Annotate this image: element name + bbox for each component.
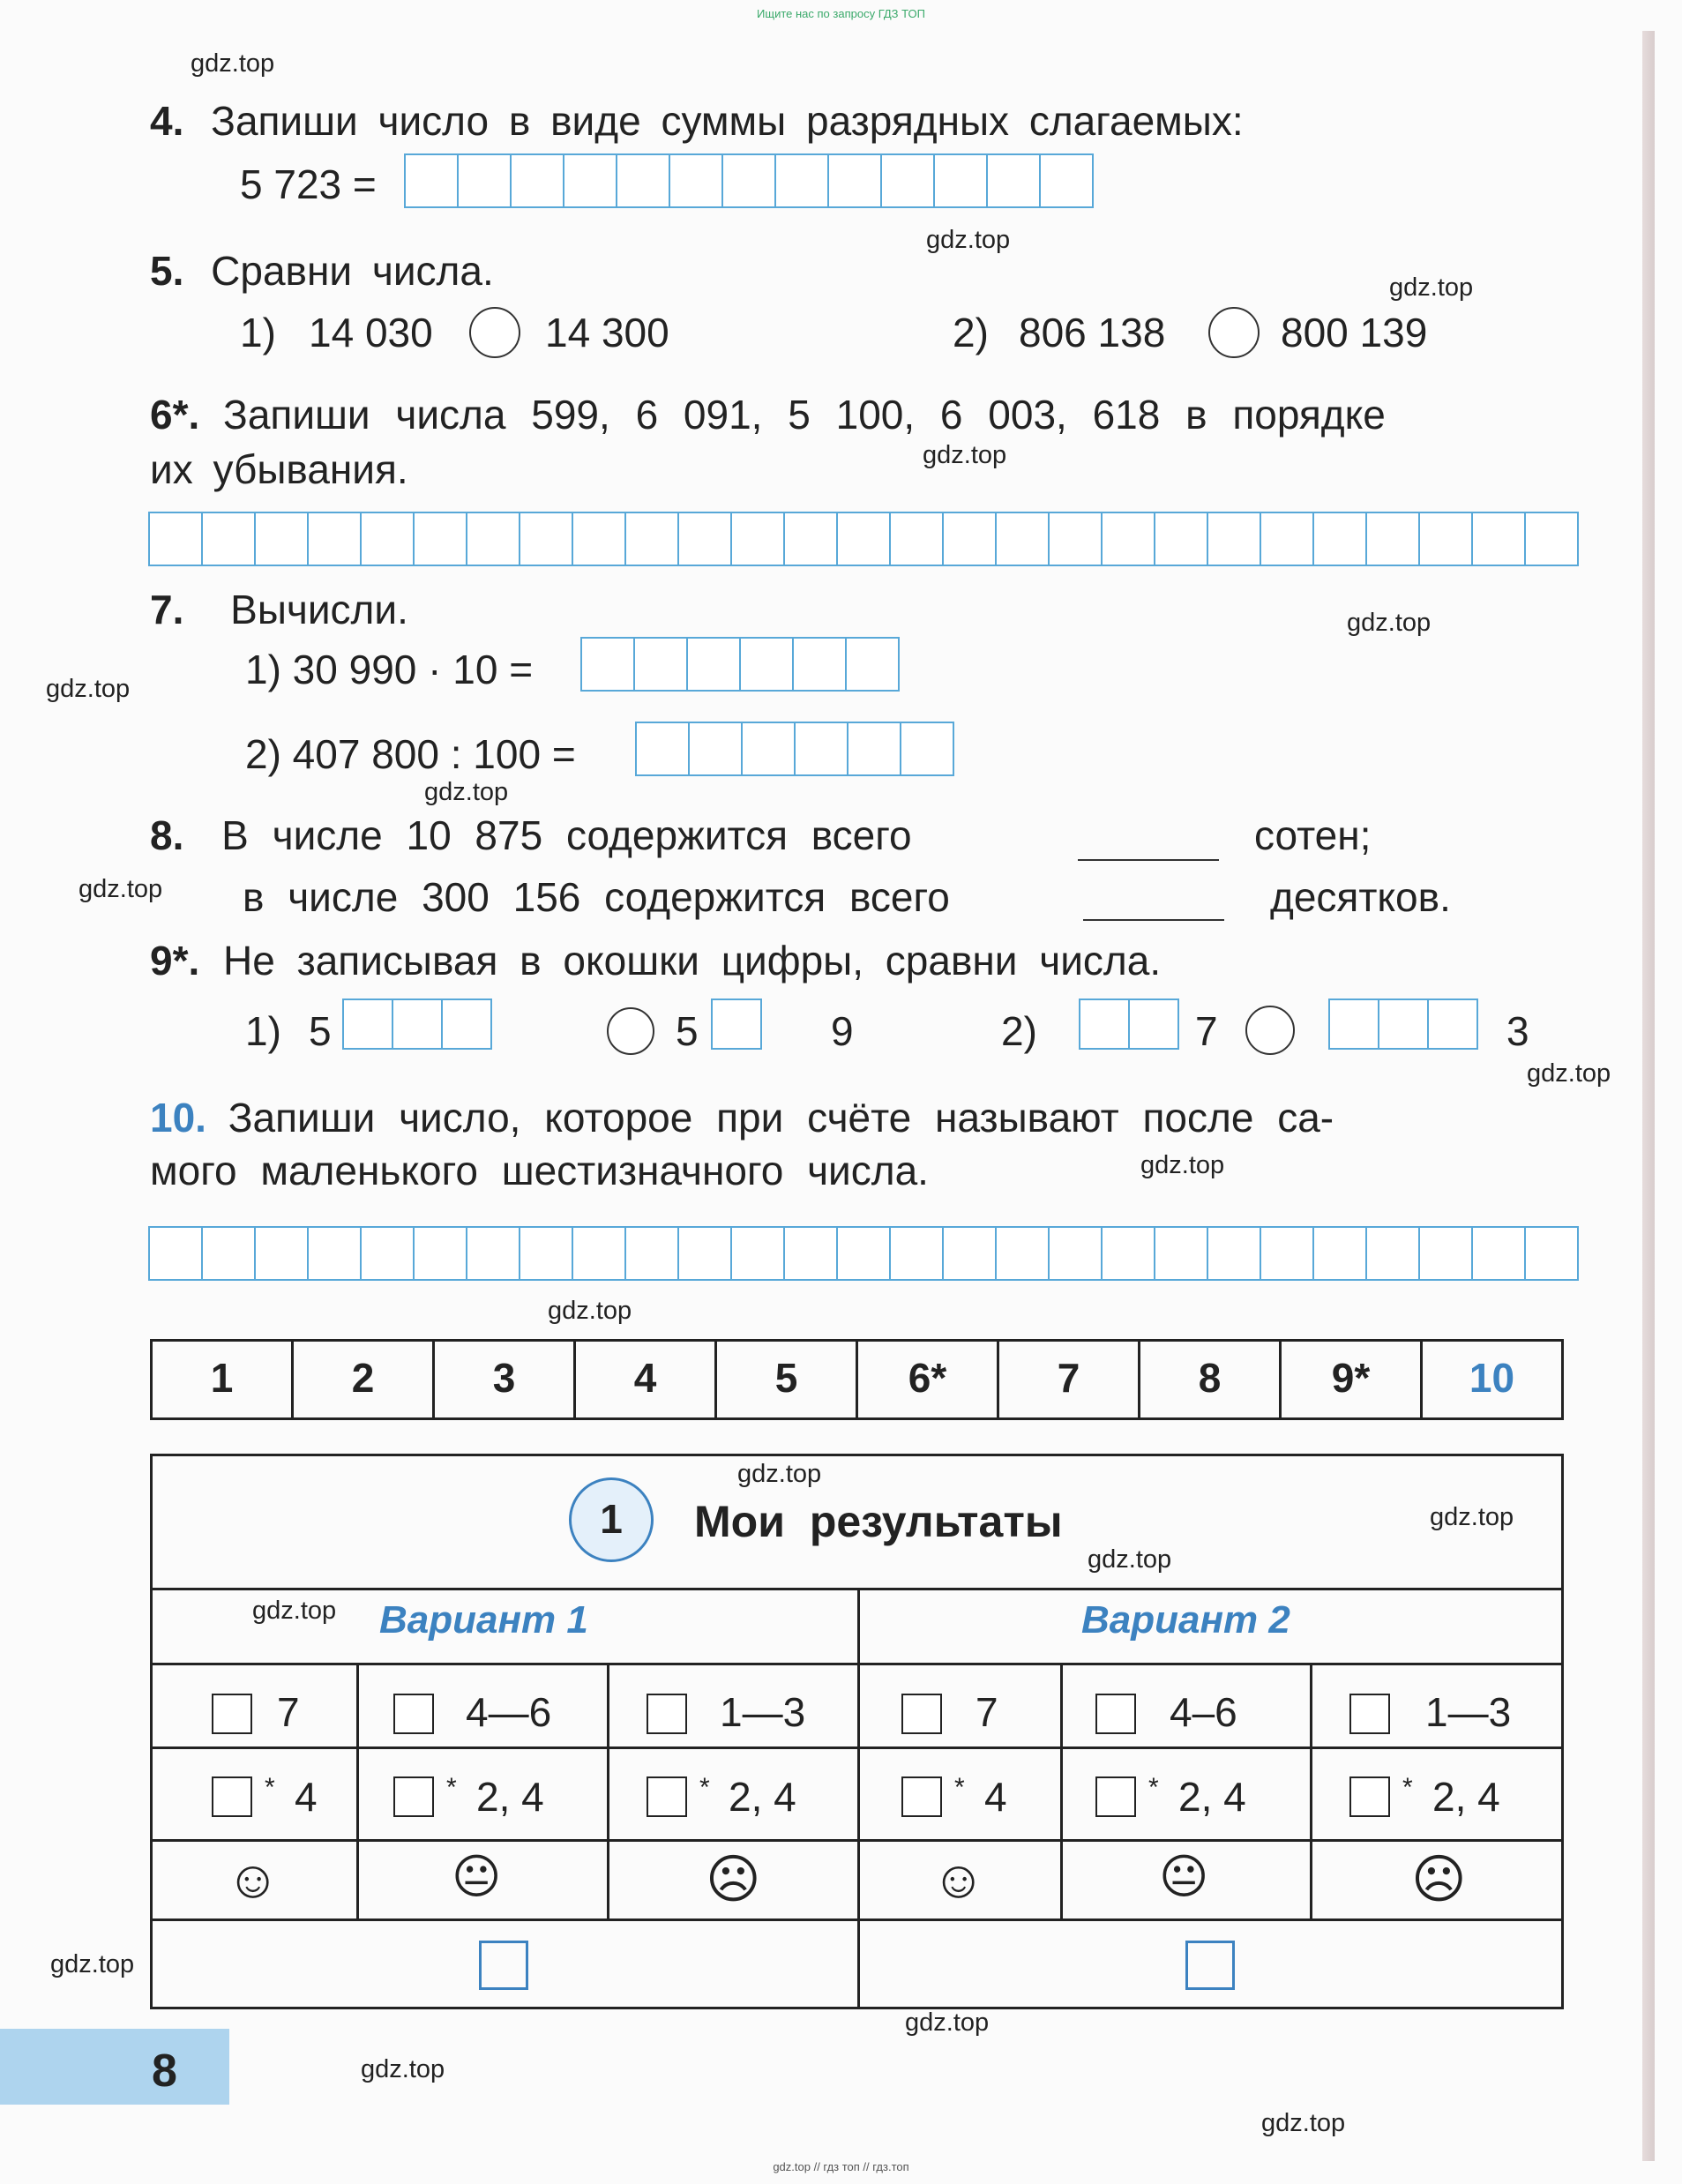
checkbox[interactable]	[901, 1694, 942, 1734]
watermark: gdz.top	[1261, 2109, 1346, 2137]
compare-1-right: 14 300	[545, 310, 669, 355]
divider	[1060, 1663, 1063, 1918]
result-square[interactable]	[1185, 1941, 1235, 1990]
answer-line[interactable]	[1083, 917, 1224, 921]
star-mark: *	[954, 1773, 965, 1802]
sad-face-icon: ☹	[1411, 1850, 1467, 1909]
watermark: gdz.top	[1527, 1059, 1611, 1088]
digit-cells[interactable]	[1330, 999, 1478, 1050]
watermark: gdz.top	[50, 1950, 135, 1978]
watermark: gdz.top	[905, 2008, 990, 2037]
divider	[1310, 1663, 1312, 1918]
score-range: 2, 4	[1432, 1774, 1500, 1820]
neutral-face-icon: 😐	[1159, 1851, 1209, 1904]
watermark: gdz.top	[1347, 609, 1432, 637]
task-number: 4.	[150, 98, 184, 144]
watermark: gdz.top	[737, 1460, 822, 1488]
answer-line[interactable]	[1078, 857, 1219, 861]
compare-2-right: 800 139	[1281, 310, 1428, 355]
score-range: 1—3	[1425, 1689, 1512, 1735]
watermark: gdz.top	[191, 49, 275, 78]
grid-cell: 10	[1469, 1355, 1515, 1401]
watermark: gdz.top	[1430, 1503, 1514, 1531]
grid-cell: 4	[576, 1342, 717, 1417]
score-range: 2, 4	[476, 1774, 544, 1820]
score-range: 2, 4	[1178, 1774, 1246, 1820]
answer-cells[interactable]	[406, 153, 1094, 208]
task-number: 10.	[150, 1095, 206, 1141]
task-text: Не записывая в окошки цифры, сравни числа.	[223, 938, 1162, 984]
watermark: gdz.top	[361, 2055, 445, 2083]
neutral-face-icon: 😐	[452, 1851, 502, 1904]
page-edge	[1642, 31, 1655, 2161]
score-range: 4—6	[466, 1689, 552, 1735]
task-text: Запиши число, которое при счёте называют после са-	[228, 1095, 1334, 1141]
star-mark: *	[265, 1773, 275, 1802]
task-number: 5.	[150, 248, 184, 294]
checkbox[interactable]	[212, 1776, 252, 1817]
star-mark: *	[446, 1773, 457, 1802]
calc-2: 2) 407 800 : 100 =	[245, 731, 576, 777]
score-range: 4	[295, 1774, 318, 1820]
checkbox[interactable]	[1349, 1776, 1390, 1817]
watermark: gdz.top	[926, 226, 1011, 254]
variant-1-header: Вариант 1	[379, 1598, 588, 1642]
compare-label: 1)	[245, 1008, 281, 1054]
task-10	[150, 1094, 1334, 1141]
variant-2-header: Вариант 2	[1081, 1598, 1290, 1642]
compare-circle[interactable]	[469, 307, 520, 358]
watermark: gdz.top	[548, 1297, 632, 1325]
watermark: gdz.top	[1389, 273, 1474, 302]
score-range: 4–6	[1170, 1689, 1237, 1735]
grid-cell: 5	[717, 1342, 858, 1417]
grid-cell: 1	[153, 1342, 294, 1417]
star-mark: *	[699, 1773, 710, 1802]
compare-digit: 7	[1195, 1008, 1218, 1054]
task-text: Сравни числа.	[211, 248, 494, 294]
answer-cells[interactable]	[150, 1226, 1579, 1281]
divider	[150, 1918, 1564, 1921]
digit-cells[interactable]	[1080, 999, 1179, 1050]
compare-label: 2)	[1001, 1008, 1037, 1054]
compare-digit: 9	[831, 1008, 854, 1054]
checkbox[interactable]	[393, 1694, 434, 1734]
score-range: 1—3	[720, 1689, 806, 1735]
divider	[356, 1663, 359, 1918]
results-title: Мои результаты	[694, 1497, 1063, 1546]
watermark: gdz.top	[252, 1597, 337, 1625]
task-9	[150, 937, 1161, 984]
grid-cell: 3	[435, 1342, 576, 1417]
checkbox[interactable]	[393, 1776, 434, 1817]
checkbox[interactable]	[1349, 1694, 1390, 1734]
page-number: 8	[152, 2046, 177, 2097]
task-4-expression: 5 723 =	[240, 161, 377, 207]
happy-face-icon: ☺	[931, 1850, 986, 1909]
task-text: Вычисли.	[230, 587, 408, 632]
checkbox[interactable]	[1095, 1776, 1136, 1817]
task-4	[150, 97, 1244, 145]
task-7	[150, 586, 408, 633]
grid-cell: 7	[999, 1342, 1140, 1417]
task-8-unit-2: десятков.	[1270, 874, 1451, 920]
top-banner: Ищите нас по запросу ГДЗ ТОП	[757, 7, 925, 20]
score-range: 4	[984, 1774, 1007, 1820]
checkbox[interactable]	[647, 1776, 687, 1817]
answer-cells[interactable]	[582, 637, 900, 692]
task-number-grid	[150, 1339, 1564, 1420]
calc-1: 1) 30 990 · 10 =	[245, 647, 534, 692]
task-number: 8.	[150, 812, 184, 858]
score-range: 2, 4	[729, 1774, 796, 1820]
watermark: gdz.top	[1088, 1545, 1172, 1574]
task-6	[150, 391, 1386, 438]
result-square[interactable]	[479, 1941, 528, 1990]
task-number: 7.	[150, 587, 184, 632]
watermark: gdz.top	[1140, 1151, 1225, 1179]
compare-circle[interactable]	[1208, 307, 1260, 358]
star-mark: *	[1402, 1773, 1413, 1802]
grid-cell: 8	[1140, 1342, 1282, 1417]
compare-1-label: 1)	[240, 310, 276, 355]
compare-1-left: 14 030	[309, 310, 433, 355]
score-range: 7	[976, 1689, 998, 1735]
task-number: 9*.	[150, 938, 200, 984]
task-8-line2: в числе 300 156 содержится всего	[243, 874, 950, 920]
task-5	[150, 247, 494, 295]
digit-cells[interactable]	[344, 999, 492, 1050]
watermark: gdz.top	[424, 778, 509, 806]
compare-circle[interactable]	[607, 1007, 654, 1055]
grid-cell: 2	[294, 1342, 435, 1417]
compare-circle[interactable]	[1245, 1006, 1295, 1055]
task-text: Запиши число в виде суммы разрядных слагаемых:	[211, 98, 1244, 144]
compare-2-label: 2)	[953, 310, 989, 355]
grid-cell: 9*	[1282, 1342, 1423, 1417]
compare-digit: 5	[676, 1008, 699, 1054]
sad-face-icon: ☹	[706, 1850, 761, 1909]
task-text: Запиши числа 599, 6 091, 5 100, 6 003, 618 в порядке	[223, 392, 1386, 438]
checkbox[interactable]	[1095, 1694, 1136, 1734]
checkbox[interactable]	[901, 1776, 942, 1817]
digit-cells[interactable]	[713, 999, 762, 1050]
watermark: gdz.top	[923, 441, 1007, 469]
task-6-line2: их убывания.	[150, 446, 408, 492]
task-8	[150, 812, 912, 859]
task-8-unit-1: сотен;	[1254, 812, 1372, 858]
grid-cell: 6*	[858, 1342, 999, 1417]
watermark: gdz.top	[78, 875, 163, 903]
divider	[857, 1588, 860, 2009]
score-range: 7	[277, 1689, 300, 1735]
compare-2-left: 806 138	[1019, 310, 1166, 355]
answer-cells[interactable]	[637, 722, 954, 776]
answer-cells[interactable]	[150, 512, 1579, 566]
divider	[607, 1663, 609, 1918]
task-text: В числе 10 875 содержится всего	[221, 812, 912, 858]
star-mark: *	[1148, 1773, 1159, 1802]
results-circle-number: 1	[569, 1477, 654, 1562]
page-tab	[0, 2029, 229, 2105]
task-number: 6*.	[150, 392, 200, 438]
task-10-line2: мого маленького шестизначного числа.	[150, 1148, 929, 1193]
compare-digit: 3	[1506, 1008, 1529, 1054]
watermark: gdz.top	[46, 675, 131, 703]
compare-digit: 5	[309, 1008, 332, 1054]
checkbox[interactable]	[212, 1694, 252, 1734]
bottom-banner: gdz.top // гдз топ // гдз.топ	[773, 2160, 909, 2173]
happy-face-icon: ☺	[226, 1850, 280, 1909]
checkbox[interactable]	[647, 1694, 687, 1734]
